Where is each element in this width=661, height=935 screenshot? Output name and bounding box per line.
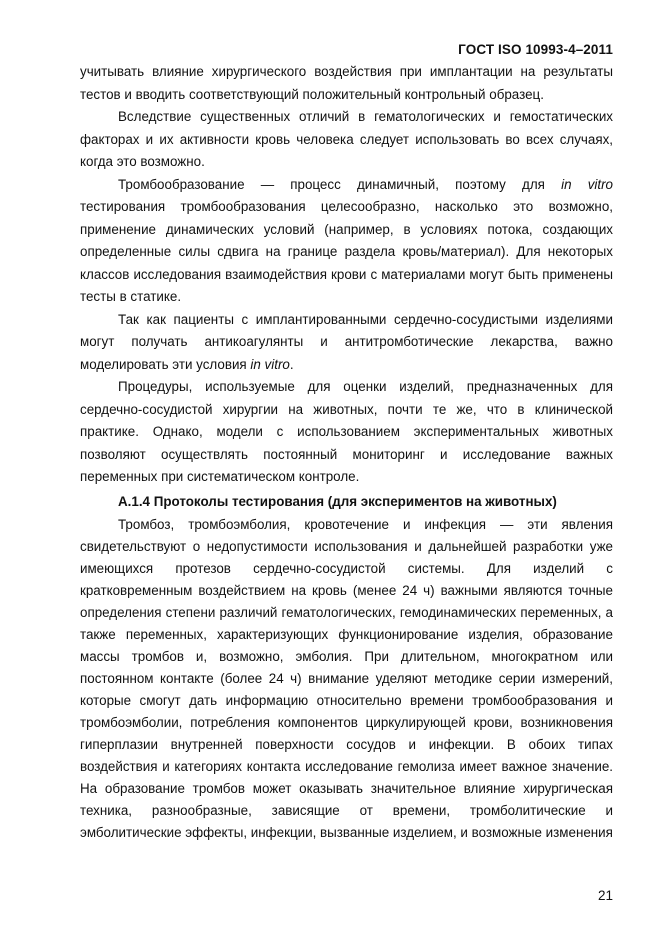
paragraph-3-text-b: тестирования тромбообразования целесообразно, насколько это возможно, применение динамических условий (например, в условиях потока, создающих определенные силы сдвига на границе раздела кровь/материал). Для некоторых классов исследования взаимодействия крови с материалами могут быть применены тесты в статике. [80,199,613,304]
document-header-id: ГОСТ ISO 10993-4–2011 [458,42,613,57]
paragraph-5 [80,376,613,489]
paragraph-4-text-b: . [289,356,294,372]
paragraph-4-text-a: Так как пациенты с имплантированными сердечно-сосудистыми изделиями могут получать антикоагулянты и антитромботические лекарства, важно моделировать эти условия [80,311,613,372]
section-heading: А.1.4 Протоколы тестирования (для экспериментов на животных) [118,493,557,509]
paragraph-5-text: Процедуры, используемые для оценки изделий, предназначенных для сердечно-сосудистой хирургии на животных, почти те же, что в клинической практике. Однако, модели с использованием экспериментальных животных позволяют осуществлять постоянный мониторинг и исследование важных переменных при систематическом контроле. [80,379,613,484]
paragraph-4-italic: in vitro [250,356,290,372]
paragraph-6: Тромбоз, тромбоэмболия, кровотечение и инфекция — эти явления свидетельствуют о недопустимости использования и дальнейшей разработки уже имеющихся протезов сердечно-сосудистой системы. Для изделий с кратковременным воздействием на кровь (менее 24 ч) важными являются точные определения степени различий гематологических, гемодинамических переменных, а также переменных, характеризующих функционирование изделия, образование массы тромбов и, возможно, эмболия. При длительном, многократном или постоянном контакте (более 24 ч) внимание уделяют методике серии измерений, которые смогут дать информацию относительно времени тромбообразования и тромбоэмболии, потребления компонентов циркулирующей крови, возникновения гиперплазии внутренней поверхности сосудов и инфекции. В обоих типах воздействия и категориях контакта исследование гемолиза имеет важное значение. На образование тромбов может оказывать значительное влияние хирургическая техника, разнообразные, зависящие от времени, тромболитические и эмболитические эффекты, инфекции, вызванные изделием, и возможные изменения [80,517,613,840]
paragraph-4 [80,309,613,377]
paragraph-1-text: учитывать влияние хирургического воздействия при имплантации на результаты тестов и вводить соответствующий положительный контрольный образец. [80,64,613,102]
paragraph-3-italic: in vitro [561,176,613,192]
paragraph-1 [80,61,613,106]
page-number: 21 [597,888,613,903]
paragraph-2-text: Вследствие существенных отличий в гематологических и гемостатических факторах и их активности кровь человека следует использовать во всех случаях, когда это возможно. [80,109,613,169]
paragraph-2 [80,106,613,174]
document-body [80,61,613,844]
paragraph-3-text-a: Тромбообразование — процесс динамичный, поэтому для [118,176,562,192]
paragraph-3 [80,174,613,309]
